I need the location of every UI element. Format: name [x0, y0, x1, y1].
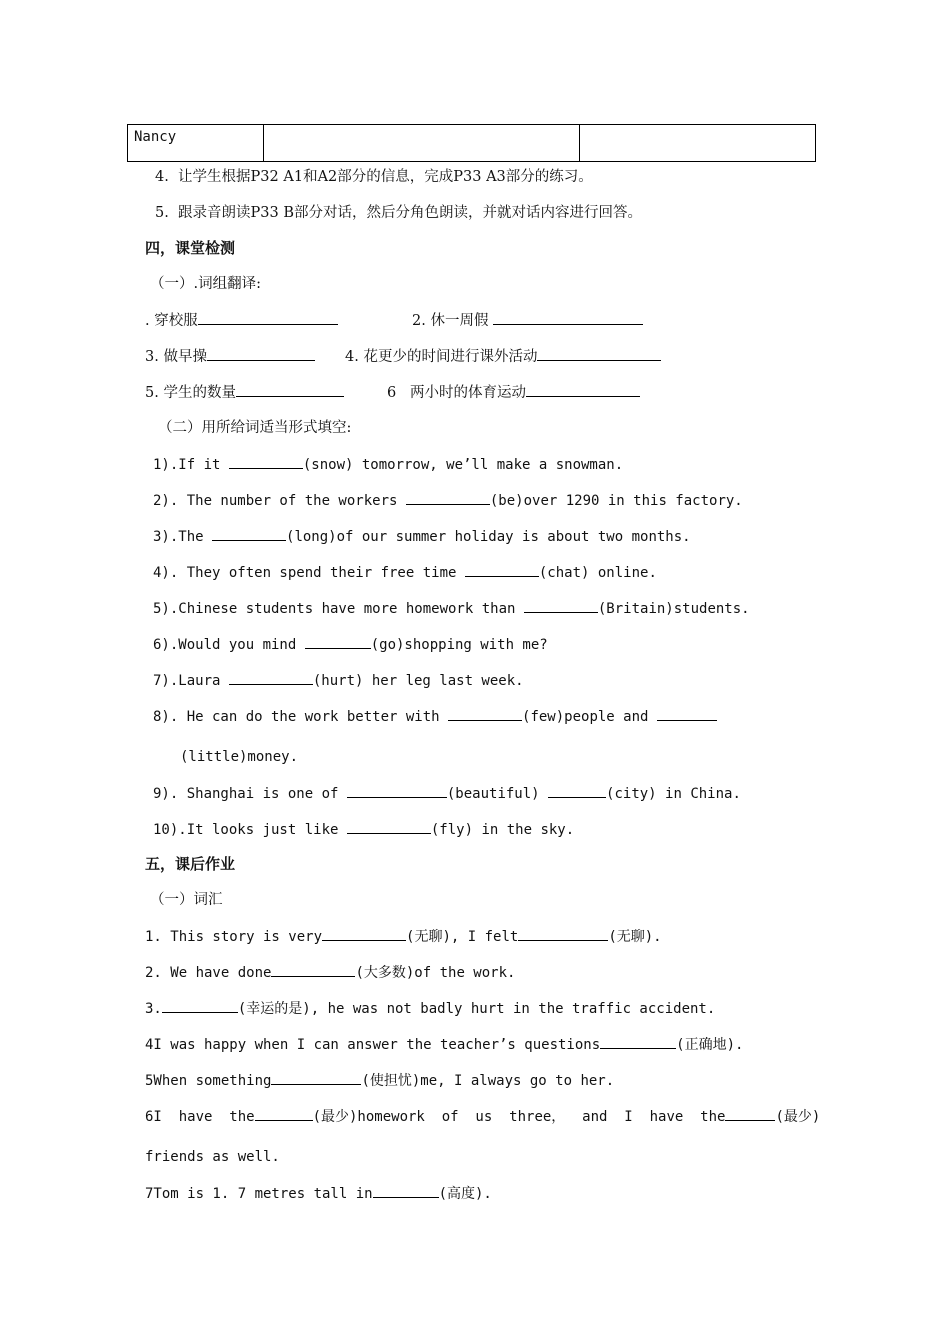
vocab-7 [145, 1183, 492, 1204]
phrase-5 [145, 382, 344, 403]
vocab-6 [145, 1106, 820, 1127]
answer-blank[interactable] [526, 382, 640, 397]
question-text: 6I have the [145, 1109, 255, 1125]
question-text: 4I was happy when I can answer the teacher’s questions [145, 1037, 601, 1053]
phrase-text: 6 两小时的体育运动 [387, 385, 527, 401]
answer-blank[interactable] [271, 962, 355, 977]
question-4 [153, 562, 657, 583]
question-text: (Britain)students. [597, 601, 750, 617]
question-2 [153, 490, 743, 511]
part-1-title: （一）.词组翻译: [150, 276, 261, 292]
question-1 [153, 454, 623, 475]
answer-blank[interactable] [271, 1070, 361, 1085]
answer-blank[interactable] [207, 346, 315, 361]
question-text: 7Tom is 1. 7 metres tall in [145, 1186, 373, 1202]
answer-blank[interactable] [537, 346, 661, 361]
answer-blank[interactable] [212, 526, 286, 541]
question-text: (fly) in the sky. [430, 822, 575, 838]
phrase-text: 4. 花更少的时间进行课外活动 [345, 349, 538, 365]
phrase-text: 2. 休一周假 [412, 313, 489, 329]
question-text: (高度). [438, 1186, 492, 1202]
answer-blank[interactable] [305, 634, 371, 649]
question-text: (无聊). [608, 929, 662, 945]
question-text: (使担忧)me, I always go to her. [361, 1073, 615, 1089]
vocab-3 [145, 998, 715, 1019]
phrase-text: . 穿校服 [145, 313, 198, 329]
question-text: 9). Shanghai is one of [153, 786, 347, 802]
phrase-text: 5. 学生的数量 [145, 385, 236, 401]
answer-blank[interactable] [406, 490, 490, 505]
answer-blank[interactable] [657, 706, 717, 721]
answer-blank[interactable] [198, 310, 338, 325]
answer-blank[interactable] [347, 783, 447, 798]
answer-blank[interactable] [518, 926, 608, 941]
question-text: 2). The number of the workers [153, 493, 406, 509]
vocab-4 [145, 1034, 743, 1055]
question-text: 10).It looks just like [153, 822, 347, 838]
question-3 [153, 526, 691, 547]
table-row [128, 125, 816, 162]
question-text: (无聊), I felt [406, 929, 519, 945]
question-text: (hurt) her leg last week. [312, 673, 524, 689]
question-5 [153, 598, 750, 619]
question-text: (最少) [775, 1109, 821, 1125]
question-9 [153, 783, 741, 804]
question-text: 4). They often spend their free time [153, 565, 465, 581]
section-5-heading: 五，课后作业 [145, 855, 236, 873]
table-cell-name: Nancy [128, 125, 264, 162]
answer-blank[interactable] [255, 1106, 313, 1121]
question-text: 2. We have done [145, 965, 272, 981]
question-text: 6).Would you mind [153, 637, 305, 653]
question-text: (go)shopping with me? [370, 637, 548, 653]
question-text: 3).The [153, 529, 213, 545]
question-text: (beautiful) [446, 786, 549, 802]
question-text: (be)over 1290 in this factory. [489, 493, 743, 509]
question-text: 1. This story is very [145, 929, 323, 945]
vocab-6-continued: friends as well. [145, 1149, 280, 1165]
question-6 [153, 634, 548, 655]
answer-blank[interactable] [373, 1183, 439, 1198]
question-8 [153, 706, 717, 727]
part-2-title: （二）用所给词适当形式填空: [158, 420, 352, 436]
phrase-text: 3. 做早操 [145, 349, 207, 365]
question-text: 1).If it [153, 457, 229, 473]
answer-blank[interactable] [229, 454, 303, 469]
question-text: 8). He can do the work better with [153, 709, 449, 725]
phrase-2 [412, 310, 643, 331]
answer-blank[interactable] [465, 562, 539, 577]
answer-blank[interactable] [229, 670, 313, 685]
phrase-4 [345, 346, 661, 367]
table-cell [264, 125, 580, 162]
question-7 [153, 670, 524, 691]
vocab-2 [145, 962, 515, 983]
question-text: 5When something [145, 1073, 272, 1089]
answer-blank[interactable] [600, 1034, 676, 1049]
question-text: (few)people and [522, 709, 657, 725]
question-text: (正确地). [676, 1037, 744, 1053]
section-4-heading: 四，课堂检测 [145, 239, 236, 257]
answer-blank[interactable] [162, 998, 238, 1013]
table-cell [580, 125, 816, 162]
question-8-continued: (little)money. [180, 749, 299, 765]
vocab-1 [145, 926, 662, 947]
answer-blank[interactable] [322, 926, 406, 941]
step-4: 4. 让学生根据P32 A1和A2部分的信息，完成P33 A3部分的练习。 [155, 169, 593, 185]
question-text: (city) in China. [606, 786, 741, 802]
answer-blank[interactable] [548, 783, 606, 798]
student-info-table [127, 124, 816, 162]
phrase-6 [387, 382, 640, 403]
answer-blank[interactable] [493, 310, 643, 325]
question-text: (幸运的是), he was not badly hurt in the traffic accident. [237, 1001, 716, 1017]
question-text: 3. [145, 1001, 162, 1017]
phrase-1 [145, 310, 338, 331]
question-text: 7).Laura [153, 673, 229, 689]
question-text: (大多数)of the work. [355, 965, 516, 981]
answer-blank[interactable] [347, 819, 431, 834]
question-text: (最少)homework of us three， and I have the [312, 1109, 726, 1125]
answer-blank[interactable] [725, 1106, 775, 1121]
answer-blank[interactable] [524, 598, 598, 613]
answer-blank[interactable] [236, 382, 344, 397]
question-10 [153, 819, 574, 840]
answer-blank[interactable] [448, 706, 522, 721]
question-text: (long)of our summer holiday is about two months. [286, 529, 691, 545]
homework-part-1-title: （一）词汇 [150, 892, 223, 908]
phrase-3 [145, 346, 315, 367]
question-text: (snow) tomorrow, we’ll make a snowman. [302, 457, 624, 473]
question-text: (chat) online. [538, 565, 657, 581]
vocab-5 [145, 1070, 614, 1091]
question-text: 5).Chinese students have more homework than [153, 601, 524, 617]
step-5: 5. 跟录音朗读P33 B部分对话，然后分角色朗读，并就对话内容进行回答。 [155, 205, 643, 221]
